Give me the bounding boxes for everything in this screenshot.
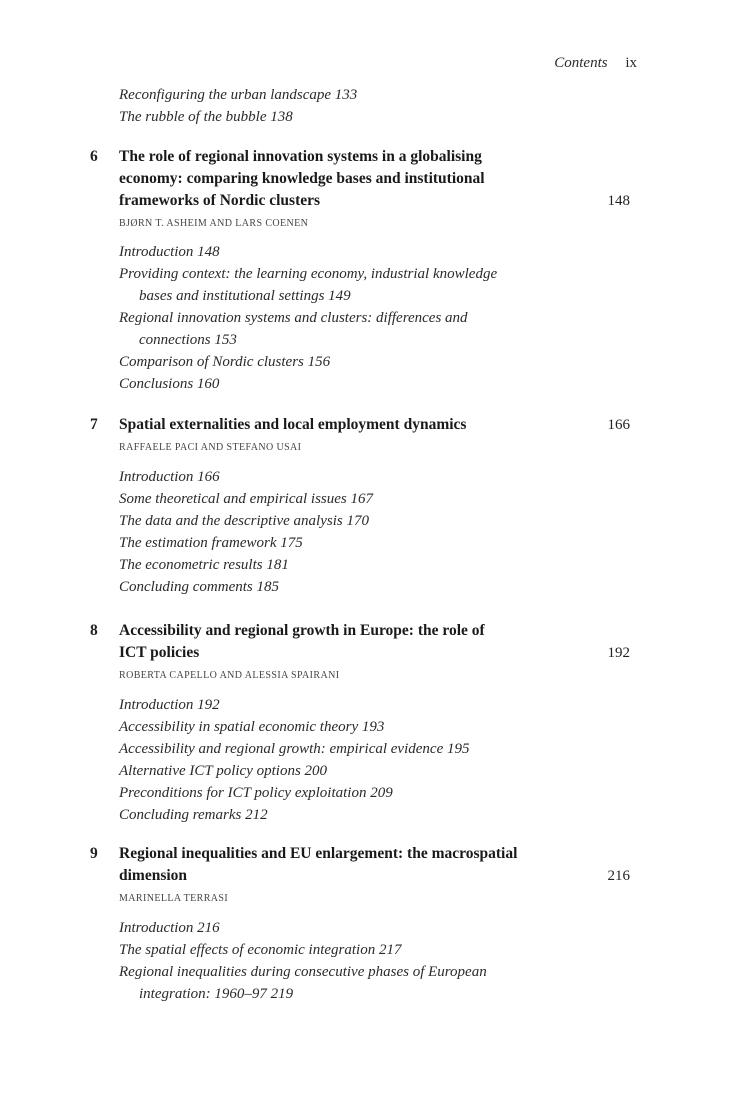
chapter-authors: RAFFAELE PACI AND STEFANO USAI (119, 442, 302, 453)
chapter-number: 8 (90, 622, 98, 639)
chapter-title-line: The role of regional innovation systems in a globalising (119, 148, 482, 165)
chapter-title-line: Spatial externalities and local employment dynamics (119, 416, 467, 433)
toc-section-entry[interactable]: Concluding comments 185 (119, 579, 279, 595)
toc-section-entry[interactable]: The estimation framework 175 (119, 535, 303, 551)
running-head-page: ix (625, 55, 637, 71)
toc-section-entry[interactable]: Accessibility in spatial economic theory 193 (119, 719, 385, 735)
chapter-title-line: ICT policies (119, 644, 200, 661)
toc-section-entry[interactable]: Some theoretical and empirical issues 167 (119, 491, 373, 507)
toc-section-entry[interactable]: Preconditions for ICT policy exploitation 209 (119, 785, 393, 801)
toc-section-entry[interactable]: Regional innovation systems and clusters: differences and (119, 310, 468, 326)
toc-section-entry[interactable]: The spatial effects of economic integration 217 (119, 942, 402, 958)
chapter-number: 7 (90, 416, 98, 433)
toc-section-entry[interactable]: Regional inequalities during consecutive phases of European (119, 964, 487, 980)
toc-section-entry[interactable]: Alternative ICT policy options 200 (119, 763, 328, 779)
chapter-number: 6 (90, 148, 98, 165)
chapter-authors: ROBERTA CAPELLO AND ALESSIA SPAIRANI (119, 670, 340, 681)
chapter-title-line: frameworks of Nordic clusters (119, 192, 321, 209)
chapter-title-line: Regional inequalities and EU enlargement: the macrospatial (119, 845, 518, 862)
chapter-title[interactable] (119, 843, 549, 887)
chapter-title[interactable] (119, 146, 549, 212)
toc-section-entry-continued[interactable]: bases and institutional settings 149 (139, 288, 351, 304)
chapter-page-number[interactable]: 192 (607, 645, 630, 661)
toc-section-entry-continued[interactable]: connections 153 (139, 332, 237, 348)
toc-section-entry[interactable]: Introduction 216 (119, 920, 220, 936)
toc-section-entry[interactable]: Reconfiguring the urban landscape 133 (119, 87, 358, 103)
chapter-title-line: dimension (119, 867, 188, 884)
chapter-title-line: economy: comparing knowledge bases and institutional (119, 170, 485, 187)
chapter-page-number[interactable]: 216 (607, 868, 630, 884)
chapter-authors: BJØRN T. ASHEIM AND LARS COENEN (119, 218, 309, 229)
chapter-number: 9 (90, 845, 98, 862)
chapter-section-list (119, 917, 579, 1005)
toc-section-entry[interactable]: Conclusions 160 (119, 376, 220, 392)
running-head (554, 55, 637, 72)
chapter-authors: MARINELLA TERRASI (119, 893, 229, 904)
toc-section-entry[interactable]: Comparison of Nordic clusters 156 (119, 354, 331, 370)
prev-section-list (119, 84, 579, 128)
chapter-section-list (119, 694, 579, 826)
chapter-title[interactable] (119, 414, 549, 436)
chapter-page-number[interactable]: 166 (607, 417, 630, 433)
toc-section-entry[interactable]: Introduction 148 (119, 244, 220, 260)
chapter-section-list (119, 241, 579, 395)
chapter-page-number[interactable]: 148 (607, 193, 630, 209)
toc-section-entry[interactable]: The econometric results 181 (119, 557, 289, 573)
toc-section-entry[interactable]: The data and the descriptive analysis 170 (119, 513, 369, 529)
toc-section-entry[interactable]: Introduction 166 (119, 469, 220, 485)
chapter-section-list (119, 466, 579, 598)
chapter-title-line: Accessibility and regional growth in Europe: the role of (119, 622, 485, 639)
toc-section-entry[interactable]: Providing context: the learning economy, industrial knowledge (119, 266, 498, 282)
toc-section-entry[interactable]: Accessibility and regional growth: empirical evidence 195 (119, 741, 470, 757)
toc-section-entry[interactable]: Concluding remarks 212 (119, 807, 268, 823)
toc-section-entry[interactable]: The rubble of the bubble 138 (119, 109, 293, 125)
toc-section-entry[interactable]: Introduction 192 (119, 697, 220, 713)
chapter-title[interactable] (119, 620, 549, 664)
toc-section-entry-continued[interactable]: integration: 1960–97 219 (139, 986, 294, 1002)
running-head-title: Contents (554, 55, 608, 71)
